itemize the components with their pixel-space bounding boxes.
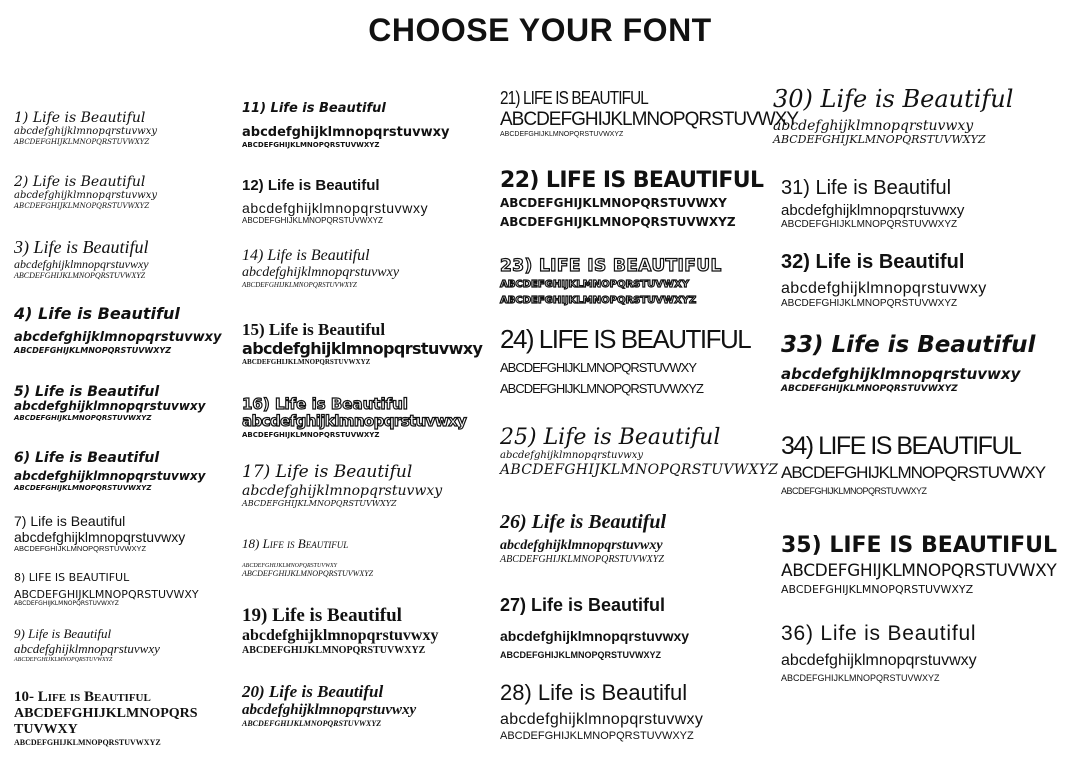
sample-lowercase: abcdefghijklmnopqrstuvwxy xyxy=(14,529,186,546)
sample-title: 27) Life is Beautiful xyxy=(500,595,666,615)
font-sample-17[interactable] xyxy=(242,463,497,508)
sample-lowercase: abcdefghijklmnopqrstuvwxy xyxy=(773,117,974,134)
sample-lowercase: abcdefghijklmnopqrstuvwxy xyxy=(242,482,443,499)
font-sample-12[interactable] xyxy=(242,177,497,226)
sample-uppercase: ABCDEFGHIJKLMNOPQRSTUVWXYZ xyxy=(242,216,383,226)
sample-uppercase: ABCDEFGHIJKLMNOPQRSTUVWXYZ xyxy=(14,413,152,422)
sample-lowercase: abcdefghijklmnopqrstuvwxy xyxy=(14,126,157,138)
sample-title: 1) Life is Beautiful xyxy=(14,110,146,126)
sample-lowercase: abcdefghijklmnopqrstuvwxy xyxy=(14,640,160,656)
font-sample-14[interactable] xyxy=(242,247,497,290)
sample-title: 35) LIFE IS BEAUTIFUL xyxy=(781,533,1058,558)
sample-lowercase: abcdefghijklmnopqrstuvwxy xyxy=(242,412,467,431)
sample-uppercase: ABCDEFGHIJKLMNOPQRSTUVWXYZ xyxy=(14,656,113,663)
font-sample-30[interactable] xyxy=(773,86,1073,146)
font-sample-24[interactable] xyxy=(500,325,765,397)
page-title: CHOOSE YOUR FONT xyxy=(368,12,712,48)
sample-title: 6) Life is Beautiful xyxy=(14,450,160,466)
font-sample-1[interactable] xyxy=(14,110,229,146)
sample-lowercase: abcdefghijklmnopqrstuvwxy xyxy=(242,626,439,644)
sample-title: 34) LIFE IS BEAUTIFUL xyxy=(781,432,1021,460)
font-sample-31[interactable] xyxy=(781,177,1076,231)
sample-lowercase: abcdefghijklmnopqrstuvwxy xyxy=(14,469,206,484)
sample-title: 11) Life is Beautiful xyxy=(242,101,386,116)
sample-title: 36) Life is Beautiful xyxy=(781,622,977,645)
sample-lowercase: abcdefghijklmnopqrstuvwxy xyxy=(242,558,337,569)
sample-title: 33) Life is Beautiful xyxy=(781,332,1036,358)
sample-lowercase: ABCDEFGHIJKLMNOPQRSTUVWXY xyxy=(500,196,727,211)
sample-uppercase: ABCDEFGHIJKLMNOPQRSTUVWXYZ xyxy=(781,486,927,497)
sample-lowercase: abcdefghijklmnopqrstuvwxy xyxy=(500,450,643,462)
sample-lowercase: abcdefghijklmnopqrstuvwxy xyxy=(14,256,149,271)
sample-uppercase: ABCDEFGHIJKLMNOPQRSTUVWXYZ xyxy=(242,281,357,290)
sample-title: 15) Life is Beautiful xyxy=(242,320,386,339)
sample-uppercase: ABCDEFGHIJKLMNOPQRSTUVWXYZ xyxy=(781,383,958,394)
font-sample-27[interactable] xyxy=(500,595,765,660)
sample-uppercase: ABCDEFGHIJKLMNOPQRSTUVWXYZ xyxy=(14,346,172,356)
sample-lowercase: ABCDEFGHIJKLMNOPQRSTUVWXY xyxy=(500,359,697,375)
font-sample-2[interactable] xyxy=(14,174,229,210)
font-sample-18[interactable] xyxy=(242,537,497,578)
sample-title: 20) Life is Beautiful xyxy=(242,682,384,701)
sample-lowercase: abcdefghijklmnopqrstuvwxy xyxy=(242,265,400,281)
sample-lowercase: abcdefghijklmnopqrstuvwxy xyxy=(781,652,977,670)
sample-uppercase: ABCDEFGHIJKLMNOPQRSTUVWXYZ xyxy=(773,132,986,146)
font-sample-10[interactable] xyxy=(14,689,229,748)
sample-uppercase: ABCDEFGHIJKLMNOPQRSTUVWXYZ xyxy=(500,215,736,230)
font-sample-9[interactable] xyxy=(14,627,229,664)
sample-lowercase: abcdefghijklmnopqrstuvwxy xyxy=(14,330,222,346)
sample-lowercase: abcdefghijklmnopqrstuvwxy xyxy=(500,711,704,729)
sample-title: 18) Life is Beautiful xyxy=(242,536,349,551)
font-sample-19[interactable] xyxy=(242,605,497,657)
sample-title: 8) LIFE IS BEAUTIFUL xyxy=(14,571,130,584)
sample-title: 30) Life is Beautiful xyxy=(773,85,1014,113)
sample-uppercase: ABCDEFGHIJKLMNOPQRSTUVWXYZ xyxy=(500,649,662,660)
sample-title: 9) Life is Beautiful xyxy=(14,626,112,641)
sample-title: 23) LIFE IS BEAUTIFUL xyxy=(500,256,722,276)
sample-uppercase: ABCDEFGHIJKLMNOPQRSTUVWXYZ xyxy=(781,298,958,310)
sample-uppercase: ABCDEFGHIJKLMNOPQRSTUVWXYZ xyxy=(500,461,779,478)
sample-title: 25) Life is Beautiful xyxy=(500,425,721,450)
sample-uppercase: ABCDEFGHIJKLMNOPQRSTUVWXYZ xyxy=(14,483,152,492)
font-sample-25[interactable] xyxy=(500,425,780,478)
font-sample-15[interactable] xyxy=(242,320,500,366)
font-sample-21[interactable] xyxy=(500,88,799,139)
sample-uppercase: ABCDEFGHIJKLMNOPQRSTUVWXYZ xyxy=(500,554,664,566)
font-sample-28[interactable] xyxy=(500,680,780,742)
sample-uppercase: ABCDEFGHIJKLMNOPQRSTUVWXYZ xyxy=(242,140,380,149)
font-sample-16[interactable] xyxy=(242,396,500,439)
sample-lowercase: ABCDEFGHIJKLMNOPQRSTUVWXY xyxy=(781,462,1046,482)
sample-title: 19) Life is Beautiful xyxy=(242,605,402,626)
sample-lowercase: ABCDEFGHIJKLMNOPQRS xyxy=(14,706,198,722)
sample-uppercase: ABCDEFGHIJKLMNOPQRSTUVWXYZ xyxy=(500,295,697,307)
sample-lowercase: abcdefghijklmnopqrstuvwxy xyxy=(242,200,429,217)
sample-lowercase: abcdefghijklmnopqrstuvwxy xyxy=(781,280,987,297)
font-sample-33[interactable] xyxy=(781,332,1076,394)
font-sample-6[interactable] xyxy=(14,450,229,492)
font-sample-32[interactable] xyxy=(781,251,1076,310)
font-sample-36[interactable] xyxy=(781,622,1076,683)
sample-title: 28) Life is Beautiful xyxy=(500,680,688,705)
font-sample-20[interactable] xyxy=(242,682,497,728)
font-sample-22[interactable] xyxy=(500,168,765,230)
sample-uppercase: ABCDEFGHIJKLMNOPQRSTUVWXYZ xyxy=(781,219,958,231)
sample-title: 17) Life is Beautiful xyxy=(242,462,413,482)
font-sample-35[interactable] xyxy=(781,533,1079,596)
sample-title: 5) Life is Beautiful xyxy=(14,384,160,400)
font-sample-11[interactable] xyxy=(242,102,497,149)
sample-uppercase: ABCDEFGHIJKLMNOPQRSTUVWXYZ xyxy=(14,201,150,210)
sample-uppercase: ABCDEFGHIJKLMNOPQRSTUVWXYZ xyxy=(14,271,146,281)
sample-lowercase: abcdefghijklmnopqrstuvwxy xyxy=(14,399,206,414)
sample-title: 26) Life is Beautiful xyxy=(500,511,667,533)
sample-title: 2) Life is Beautiful xyxy=(14,174,146,190)
sample-uppercase: ABCDEFGHIJKLMNOPQRSTUVWXYZ xyxy=(500,380,703,396)
sample-title: 31) Life is Beautiful xyxy=(781,177,952,199)
sample-title: 4) Life is Beautiful xyxy=(14,304,180,323)
sample-title: 10- Life is Beautiful xyxy=(14,689,151,705)
sample-lowercase: abcdefghijklmnopqrstuvwxy xyxy=(242,338,483,358)
sample-title: 24) LIFE IS BEAUTIFUL xyxy=(500,324,751,354)
sample-title: 7) Life is Beautiful xyxy=(14,513,126,529)
font-sample-23[interactable] xyxy=(500,257,765,307)
font-sample-7[interactable] xyxy=(14,513,229,554)
sample-lowercase: abcdefghijklmnopqrstuvwxy xyxy=(781,202,965,219)
sample-uppercase: ABCDEFGHIJKLMNOPQRSTUVWXYZ xyxy=(14,544,147,554)
sample-uppercase: ABCDEFGHIJKLMNOPQRSTUVWXYZ xyxy=(14,600,119,608)
sample-title: 32) Life is Beautiful xyxy=(781,251,965,273)
sample-uppercase: ABCDEFGHIJKLMNOPQRSTUVWXYZ xyxy=(242,718,382,728)
font-sample-34[interactable] xyxy=(781,432,1076,497)
sample-title: 21) LIFE IS BEAUTIFUL xyxy=(500,88,648,108)
sample-title: 16) Life is Beautiful xyxy=(242,395,408,413)
sample-uppercase: ABCDEFGHIJKLMNOPQRSTUVWXYZ xyxy=(14,137,150,146)
sample-uppercase: ABCDEFGHIJKLMNOPQRSTUVWXYZ xyxy=(242,569,374,579)
sample-title: 12) Life is Beautiful xyxy=(242,177,380,194)
sample-uppercase: ABCDEFGHIJKLMNOPQRSTUVWXYZ xyxy=(242,645,426,657)
sample-uppercase: ABCDEFGHIJKLMNOPQRSTUVWXYZ xyxy=(500,130,624,138)
sample-lowercase: abcdefghijklmnopqrstuvwxy xyxy=(242,701,417,718)
sample-title: 3) Life is Beautiful xyxy=(14,237,149,257)
sample-uppercase: ABCDEFGHIJKLMNOPQRSTUVWXYZ xyxy=(14,738,161,748)
sample-lowercase: ABCDEFGHIJKLMNOPQRSTUVWXY xyxy=(500,278,690,290)
sample-lowercase: abcdefghijklmnopqrstuvwxy xyxy=(242,124,450,140)
sample-lowercase: abcdefghijklmnopqrstuvwxy xyxy=(14,190,157,202)
sample-uppercase: ABCDEFGHIJKLMNOPQRSTUVWXYZ xyxy=(781,672,940,683)
font-sample-5[interactable] xyxy=(14,384,229,422)
sample-title: 22) LIFE IS BEAUTIFUL xyxy=(500,168,764,193)
sample-lowercase: abcdefghijklmnopqrstuvwxy xyxy=(781,365,1021,384)
font-sample-3[interactable] xyxy=(14,237,229,281)
font-sample-26[interactable] xyxy=(500,511,765,566)
sample-lowercase: abcdefghijklmnopqrstuvwxy xyxy=(500,538,663,553)
sample-uppercase: ABCDEFGHIJKLMNOPQRSTUVWXYZ xyxy=(242,357,371,366)
sample-lowercase: ABCDEFGHIJKLMNOPQRSTUVWXY xyxy=(14,587,199,601)
sample-title: 14) Life is Beautiful xyxy=(242,247,370,264)
font-sample-4[interactable] xyxy=(14,305,229,356)
font-sample-8[interactable] xyxy=(14,572,229,608)
sample-lowercase-2: TUVWXY xyxy=(14,722,78,738)
sample-lowercase: ABCDEFGHIJKLMNOPQRSTUVWXY xyxy=(500,108,799,130)
sample-uppercase: ABCDEFGHIJKLMNOPQRSTUVWXYZ xyxy=(500,729,694,742)
sample-lowercase: abcdefghijklmnopqrstuvwxy xyxy=(500,627,690,644)
sample-uppercase: ABCDEFGHIJKLMNOPQRSTUVWXYZ xyxy=(242,430,380,439)
sample-uppercase: ABCDEFGHIJKLMNOPQRSTUVWXYZ xyxy=(781,582,974,596)
sample-lowercase: ABCDEFGHIJKLMNOPQRSTUVWXY xyxy=(781,561,1057,582)
sample-uppercase: ABCDEFGHIJKLMNOPQRSTUVWXYZ xyxy=(242,498,397,508)
